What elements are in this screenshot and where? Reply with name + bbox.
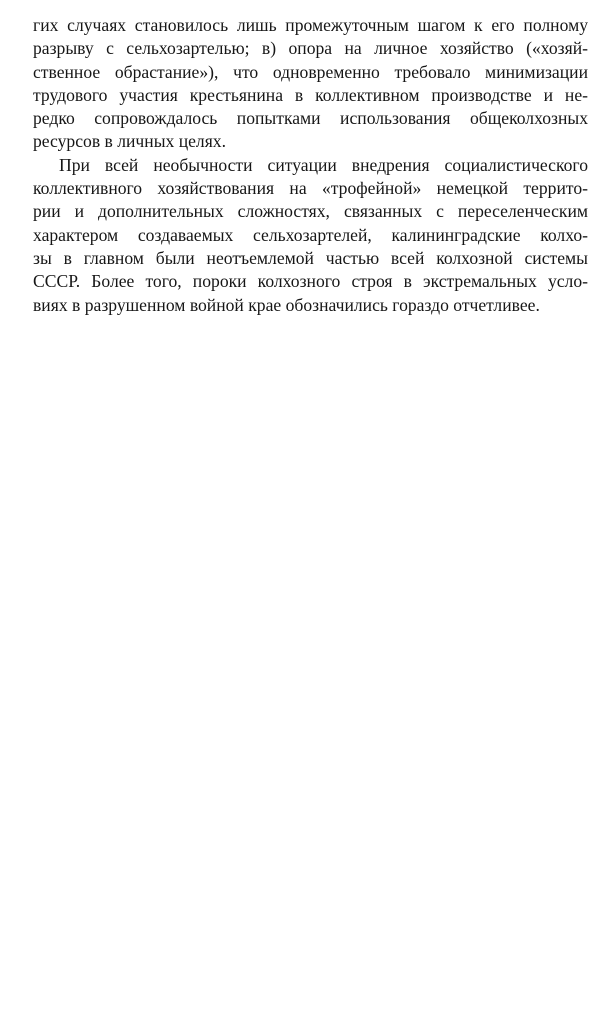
page-text bbox=[33, 14, 588, 317]
text-line: ресурсов в личных целях. bbox=[33, 131, 226, 152]
paragraph-2 bbox=[33, 154, 588, 317]
text-line: разрыву с сельхозартелью; в) опора на личное хозяйство («хозяй- bbox=[33, 38, 588, 59]
text-line: гих случаях становилось лишь промежуточным шагом к его полному bbox=[33, 15, 588, 35]
text-line: зы в главном были неотъемлемой частью всей колхозной системы bbox=[33, 247, 588, 268]
text-line: СССР. Более того, пороки колхозного строя в экстремальных усло- bbox=[33, 271, 588, 292]
text-line: трудового участия крестьянина в коллективном производстве и не- bbox=[33, 84, 588, 105]
text-line: коллективного хозяйствования на «трофейной» немецкой террито- bbox=[33, 178, 588, 199]
paragraph-1 bbox=[33, 14, 588, 154]
text-line: рии и дополнительных сложностях, связанных с переселенческим bbox=[33, 201, 588, 222]
text-line: характером создаваемых сельхозартелей, калининградские колхо- bbox=[33, 224, 588, 245]
text-line: ственное обрастание»), что одновременно требовало минимизации bbox=[33, 61, 588, 82]
text-line: При всей необычности ситуации внедрения социалистического bbox=[59, 154, 588, 175]
text-line: редко сопровождалось попытками использования общеколхозных bbox=[33, 108, 588, 129]
text-line: виях в разрушенном войной крае обозначились гораздо отчетливее. bbox=[33, 294, 540, 315]
